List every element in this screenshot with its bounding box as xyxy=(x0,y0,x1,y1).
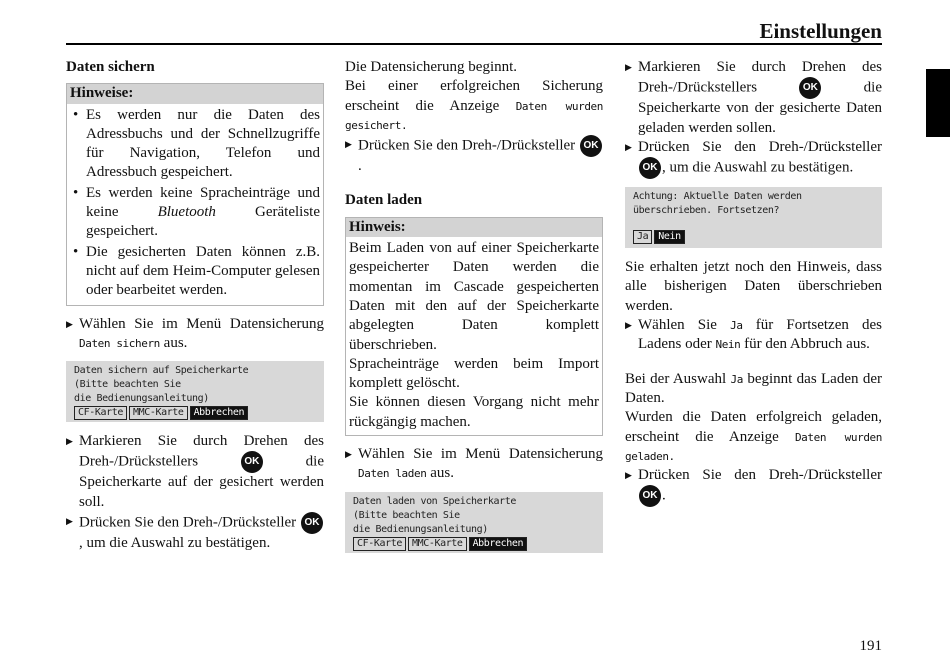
step-text: Wählen Sie im Menü Datensicherung xyxy=(358,446,603,463)
step-text: Wählen Sie xyxy=(638,317,731,334)
softkey-cf-karte: CF-Karte xyxy=(74,406,127,420)
display-text: Ja xyxy=(730,372,743,386)
column-1 xyxy=(66,58,324,553)
screen-line: überschrieben. Fortsetzen? xyxy=(633,205,780,217)
note-box xyxy=(66,83,324,305)
ok-button-icon: OK xyxy=(301,512,323,534)
note-item-text: Geräteliste gespeichert. xyxy=(86,204,320,240)
paragraph-text: Bei einer erfolgreichen Sicherung erscheint die Anzeige xyxy=(345,78,603,114)
step-text: aus. xyxy=(159,334,188,351)
note-title: Hinweis: xyxy=(346,218,602,237)
paragraph-text: Bei der Auswahl xyxy=(625,370,731,387)
screen-line: (Bitte beachten Sie xyxy=(353,509,460,521)
page-title: Einstellungen xyxy=(759,19,882,43)
instruction-step xyxy=(66,315,324,354)
display-screenshot xyxy=(625,187,882,248)
softkey-row xyxy=(353,537,595,551)
step-arrow-icon: ▶ xyxy=(625,320,632,331)
note-item xyxy=(70,184,320,242)
display-screenshot xyxy=(345,492,603,553)
step-text: , um die Auswahl zu bestätigen. xyxy=(79,535,271,552)
screen-line: die Bedienungsanleitung) xyxy=(74,393,209,405)
ok-button-icon: OK xyxy=(241,451,263,473)
softkey-abbrechen: Abbrechen xyxy=(190,406,249,420)
instruction-step xyxy=(345,135,603,176)
step-text: . xyxy=(358,158,362,175)
display-text: Daten laden xyxy=(358,467,427,481)
step-arrow-icon: ▶ xyxy=(625,62,632,72)
display-text: Nein xyxy=(715,338,741,352)
instruction-step xyxy=(625,466,882,507)
step-text: für Fortsetzen des Ladens oder xyxy=(638,317,883,353)
display-screenshot xyxy=(66,361,324,422)
screen-line: Daten laden von Speicherkarte xyxy=(353,495,516,507)
softkey-mmc-karte: MMC-Karte xyxy=(129,406,188,420)
screen-line: Daten sichern auf Speicherkarte xyxy=(74,365,249,377)
step-text: für den Abbruch aus. xyxy=(740,336,870,353)
step-text: Drücken Sie den Dreh-/Drücksteller xyxy=(358,137,579,154)
paragraph-text: beginnt das Laden der Daten. xyxy=(625,370,882,406)
step-text: Wählen Sie im Menü Datensicherung xyxy=(79,315,324,332)
softkey-ja: Ja xyxy=(633,230,652,244)
note-list xyxy=(70,106,320,301)
step-text: Drücken Sie den Dreh-/Drücksteller xyxy=(638,138,882,155)
step-text: aus. xyxy=(426,465,454,482)
display-text: Ja xyxy=(730,319,743,333)
note-paragraph: Sie können diesen Vorgang nicht mehr rückgängig machen. xyxy=(349,394,599,430)
paragraph xyxy=(625,370,882,409)
instruction-step xyxy=(66,512,324,553)
ok-button-icon: OK xyxy=(639,157,661,179)
ok-button-icon: OK xyxy=(580,135,602,157)
step-arrow-icon: ▶ xyxy=(625,470,632,481)
ok-button-icon: OK xyxy=(799,77,821,99)
paragraph xyxy=(345,77,603,135)
step-arrow-icon: ▶ xyxy=(66,318,73,329)
display-text: Daten sichern xyxy=(79,336,160,350)
step-text: Markieren Sie durch Drehen des Dreh-/Drückstellers xyxy=(638,59,882,96)
step-arrow-icon: ▶ xyxy=(66,516,73,527)
display-text: Daten wurden gesichert. xyxy=(345,99,603,132)
step-text: die Speicherkarte von der gesicherte Daten geladen werden sollen. xyxy=(638,79,883,136)
screen-line: (Bitte beachten Sie xyxy=(74,379,181,391)
step-text: . xyxy=(662,487,666,504)
paragraph-text: Wurden die Daten erfolgreich geladen, erscheint die Anzeige xyxy=(625,409,882,445)
note-item: • Die gesicherten Daten können z.B. nicht auf dem Heim-Computer gelesen oder bearbeitet werden. xyxy=(70,243,320,301)
softkey-cf-karte: CF-Karte xyxy=(353,537,406,551)
instruction-step xyxy=(625,138,882,179)
instruction-step xyxy=(345,445,603,484)
note-paragraph: Beim Laden von auf einer Speicherkarte gespeicherter Daten werden die momentan im Cascade gespeicherten Daten mit den auf der Speicherkarte abgelegten Daten komplett überschrieben. xyxy=(349,240,599,353)
instruction-step xyxy=(66,432,324,512)
instruction-step xyxy=(625,316,882,355)
instruction-step xyxy=(625,58,882,138)
note-item: • Es werden nur die Daten des Adressbuchs und der Schnellzugriffe für Navigation, Telefon und Adressbuch gespeichert. xyxy=(70,106,320,183)
note-title: Hinweise: xyxy=(67,84,323,103)
paragraph: Die Datensicherung beginnt. xyxy=(345,59,518,75)
step-text: die Speicherkarte auf der gesichert werden soll. xyxy=(79,453,325,510)
paragraph xyxy=(625,408,882,466)
screen-line: Achtung: Aktuelle Daten werden xyxy=(633,191,802,203)
section-heading-daten-laden: Daten laden xyxy=(345,192,423,209)
note-paragraph: Spracheinträge werden beim Import komplett gelöscht. xyxy=(349,355,599,392)
step-arrow-icon: ▶ xyxy=(66,436,73,447)
paragraph: Sie erhalten jetzt noch den Hinweis, dass alle bisherigen Daten überschrieben werden. xyxy=(625,259,882,314)
screen-line: die Bedienungsanleitung) xyxy=(353,523,488,535)
step-text: Markieren Sie durch Drehen des Dreh-/Drückstellers xyxy=(79,433,324,470)
step-arrow-icon: ▶ xyxy=(345,139,352,150)
note-box xyxy=(345,217,603,436)
softkey-row xyxy=(74,406,316,420)
softkey-nein: Nein xyxy=(654,230,684,244)
display-text: Daten wurden geladen. xyxy=(625,430,882,463)
step-text: , um die Auswahl zu bestätigen. xyxy=(662,159,854,176)
softkey-abbrechen: Abbrechen xyxy=(469,537,528,551)
step-arrow-icon: ▶ xyxy=(625,141,632,152)
step-arrow-icon: ▶ xyxy=(345,449,352,460)
ok-button-icon: OK xyxy=(639,485,661,507)
section-tab-marker xyxy=(926,69,950,137)
header-rule xyxy=(66,43,882,45)
softkey-row xyxy=(633,230,874,244)
note-item-text: Es werden keine Spracheinträge und keine xyxy=(86,184,320,221)
page-number: 191 xyxy=(859,638,882,654)
column-3 xyxy=(625,58,882,507)
step-text: Drücken Sie den Dreh-/Drücksteller xyxy=(79,514,300,531)
step-text: Drücken Sie den Dreh-/Drücksteller xyxy=(638,467,882,484)
softkey-mmc-karte: MMC-Karte xyxy=(408,537,467,551)
column-2 xyxy=(345,58,603,563)
section-heading-daten-sichern: Daten sichern xyxy=(66,59,155,75)
bluetooth-term: Bluetooth xyxy=(157,204,216,221)
